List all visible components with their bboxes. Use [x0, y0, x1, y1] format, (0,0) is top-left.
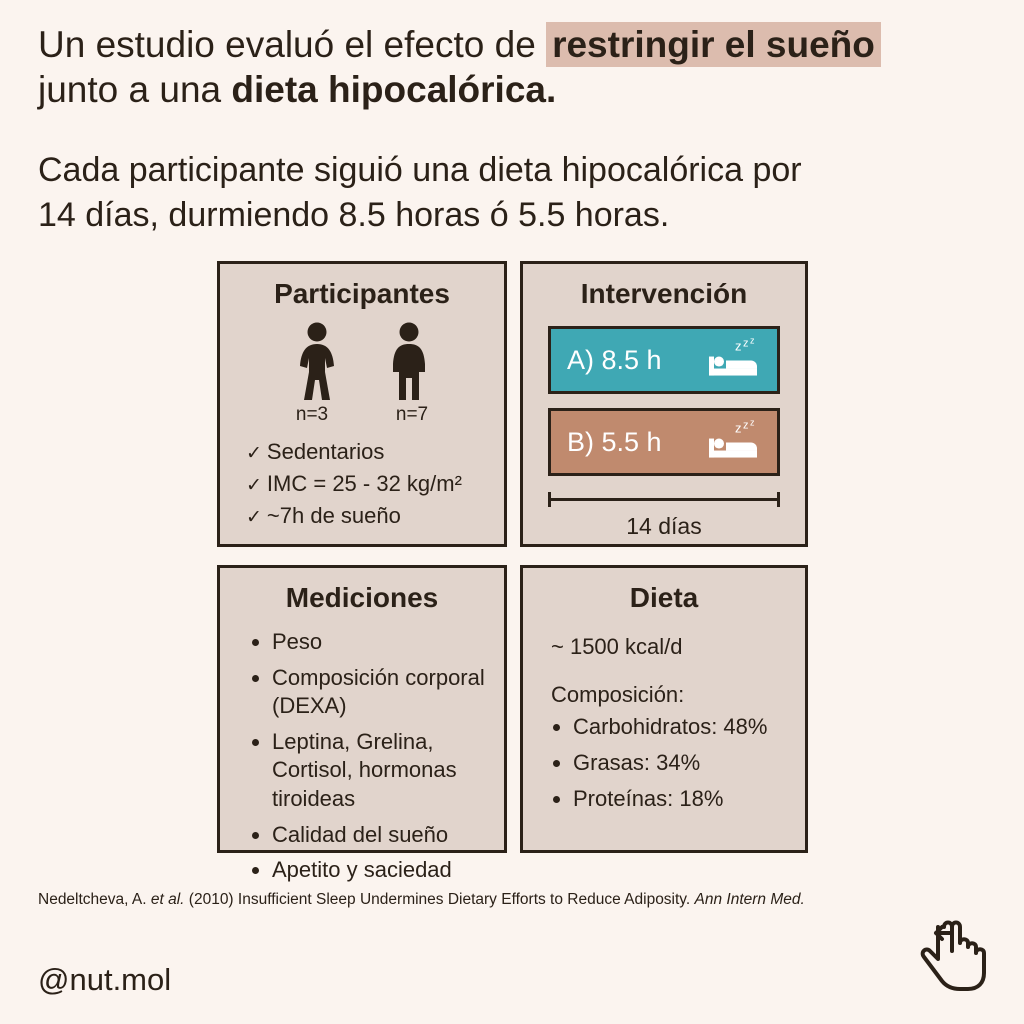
svg-text:z: z	[743, 337, 749, 350]
bracket-cap-right	[777, 492, 780, 507]
check-icon: ✓	[246, 443, 262, 464]
card-participantes	[217, 261, 507, 547]
arm-a-label: A) 8.5 h	[567, 344, 662, 375]
citation-etal: et al.	[150, 891, 185, 908]
check-icon: ✓	[246, 506, 262, 528]
spacer	[551, 662, 805, 680]
svg-text:z: z	[735, 338, 742, 354]
list-item: • Proteínas: 18%	[573, 783, 805, 815]
citation-authors: Nedeltcheva, A.	[38, 891, 151, 908]
subheadline-line1: Cada participante siguió una dieta hipocalórica por	[38, 151, 802, 189]
participant-criteria	[246, 436, 504, 532]
account-handle: @nut.mol	[38, 962, 172, 997]
headline	[38, 22, 988, 112]
list-item: • Composición corporal (DEXA)	[272, 664, 504, 721]
criteria-label-2: ~7h de sueño	[266, 502, 401, 528]
list-item: • Peso	[272, 628, 504, 657]
citation-rest: (2010) Insufficient Sleep Undermines Dietary Efforts to Reduce Adiposity.	[184, 891, 695, 908]
citation	[38, 888, 958, 911]
female-figure-icon	[291, 322, 343, 400]
headline-line2-pre: junto a una	[38, 69, 232, 111]
list-item: • Carbohidratos: 48%	[573, 711, 805, 743]
count-female: n=3	[295, 404, 329, 425]
check-icon: ✓	[246, 474, 262, 496]
headline-line1-pre: Un estudio evaluó el efecto de	[38, 24, 547, 65]
criteria-label-0: Sedentarios	[266, 439, 385, 464]
headline-highlight: restringir el sueño	[546, 22, 881, 67]
svg-text:z: z	[750, 336, 755, 346]
criteria-item-0	[246, 436, 504, 468]
diet-kcal: ~ 1500 kcal/d	[551, 634, 683, 659]
card-participantes-title: Participantes	[274, 278, 450, 309]
diet-body	[551, 632, 805, 815]
duration-bracket	[548, 492, 780, 506]
card-dieta-title: Dieta	[629, 582, 699, 613]
criteria-item-2	[246, 500, 504, 532]
criteria-label-1: IMC = 25 - 32 kg/m²	[266, 470, 462, 496]
participant-counts	[220, 404, 504, 426]
male-figure-icon	[385, 322, 433, 400]
svg-text:z: z	[735, 420, 742, 436]
card-intervencion	[520, 261, 808, 547]
card-mediciones-title: Mediciones	[285, 582, 439, 613]
criteria-item-1	[246, 468, 504, 500]
macro-list	[551, 711, 805, 815]
measurement-list	[254, 628, 504, 885]
bed-icon	[705, 337, 761, 388]
count-male: n=7	[395, 404, 429, 425]
headline-line2-bold: dieta hipocalórica.	[231, 69, 557, 111]
card-intervencion-title: Intervención	[580, 278, 748, 309]
list-item: • Grasas: 34%	[573, 747, 805, 779]
diet-composition-label: Composición:	[551, 681, 685, 707]
intervention-arm-b	[548, 408, 780, 476]
list-item: • Apetito y saciedad	[272, 856, 504, 885]
list-item: • Leptina, Grelina, Cortisol, hormonas tiroideas	[272, 728, 504, 814]
participant-icons	[220, 322, 504, 400]
subheadline-line2: 14 días, durmiendo 8.5 horas ó 5.5 horas.	[38, 195, 670, 234]
card-mediciones	[217, 565, 507, 883]
arm-b-label: B) 5.5 h	[567, 426, 662, 457]
intervention-arm-a	[548, 326, 780, 394]
cursor-tap-icon	[908, 911, 994, 1002]
bracket-line	[548, 498, 780, 501]
subheadline	[38, 148, 998, 238]
svg-text:z: z	[743, 419, 749, 432]
list-item: • Calidad del sueño	[272, 821, 504, 850]
bed-icon	[705, 419, 761, 470]
citation-journal: Ann Intern Med.	[694, 891, 805, 908]
duration-label: 14 días	[626, 513, 702, 539]
card-dieta	[520, 565, 808, 853]
svg-text:z: z	[750, 418, 755, 428]
bracket-cap-left	[548, 492, 551, 507]
